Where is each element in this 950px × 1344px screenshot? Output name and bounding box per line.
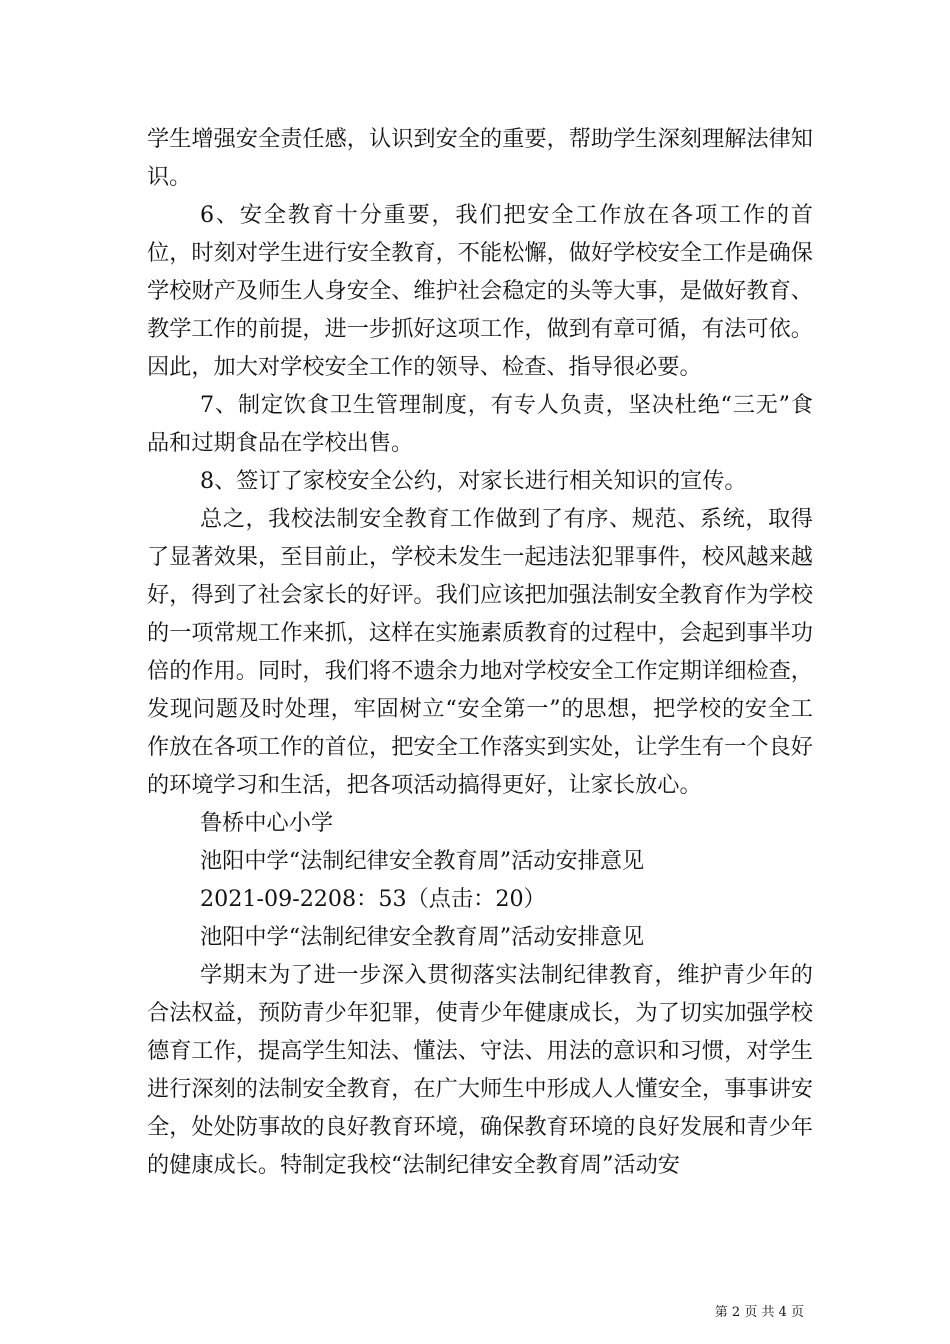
article-title: 池阳中学“法制纪律安全教育周”活动安排意见	[200, 848, 645, 874]
paragraph-intro: 学期末为了进一步深入贯彻落实法制纪律教育，维护青少年的合法权益，预防青少年犯罪，使青少年健康成长，为了切实加强学校德育工作，提高学生知法、懂法、守法、用法的意识和习惯，对学生进行深刻的法制安全教育，在广大师生中形成人人懂安全，事事讲安全，处处防事故的良好教育环境，确保教育环境的良好发展和青少年的健康成长。特制定我校“法制纪律安全教育周”活动安	[147, 962, 813, 1178]
paragraph-item-7: 7、制定饮食卫生管理制度，有专人负责，坚决杜绝“三无”食品和过期食品在学校出售。	[147, 392, 813, 456]
signature-school: 鲁桥中心小学	[200, 810, 334, 836]
paragraph-item-6: 6、安全教育十分重要，我们把安全工作放在各项工作的首位，时刻对学生进行安全教育，不能松懈，做好学校安全工作是确保学校财产及师生人身安全、维护社会稳定的头等大事，是做好教育、教学工作的前提，进一步抓好这项工作，做到有章可循，有法可依。因此，加大对学校安全工作的领导、检查、指导很必要。	[147, 202, 813, 380]
paragraph-summary: 总之，我校法制安全教育工作做到了有序、规范、系统，取得了显著效果，至目前止，学校未发生一起违法犯罪事件，校风越来越好，得到了社会家长的好评。我们应该把加强法制安全教育作为学校的一项常规工作来抓，这样在实施素质教育的过程中，会起到事半功倍的作用。同时，我们将不遗余力地对学校安全工作定期详细检查，发现问题及时处理，牢固树立“安全第一”的思想，把学校的安全工作放在各项工作的首位，把安全工作落实到实处，让学生有一个良好的环境学习和生活，把各项活动搞得更好，让家长放心。	[147, 506, 813, 798]
page-number-footer: 第 2 页 共 4 页	[714, 1305, 804, 1320]
document-body	[147, 120, 813, 1184]
article-title-repeat: 池阳中学“法制纪律安全教育周”活动安排意见	[200, 924, 645, 950]
paragraph-continuation: 学生增强安全责任感，认识到安全的重要，帮助学生深刻理解法律知识。	[147, 126, 813, 190]
article-meta: 2021-09-2208：53（点击：20）	[200, 886, 546, 912]
paragraph-item-8: 8、签订了家校安全公约，对家长进行相关知识的宣传。	[200, 468, 747, 494]
